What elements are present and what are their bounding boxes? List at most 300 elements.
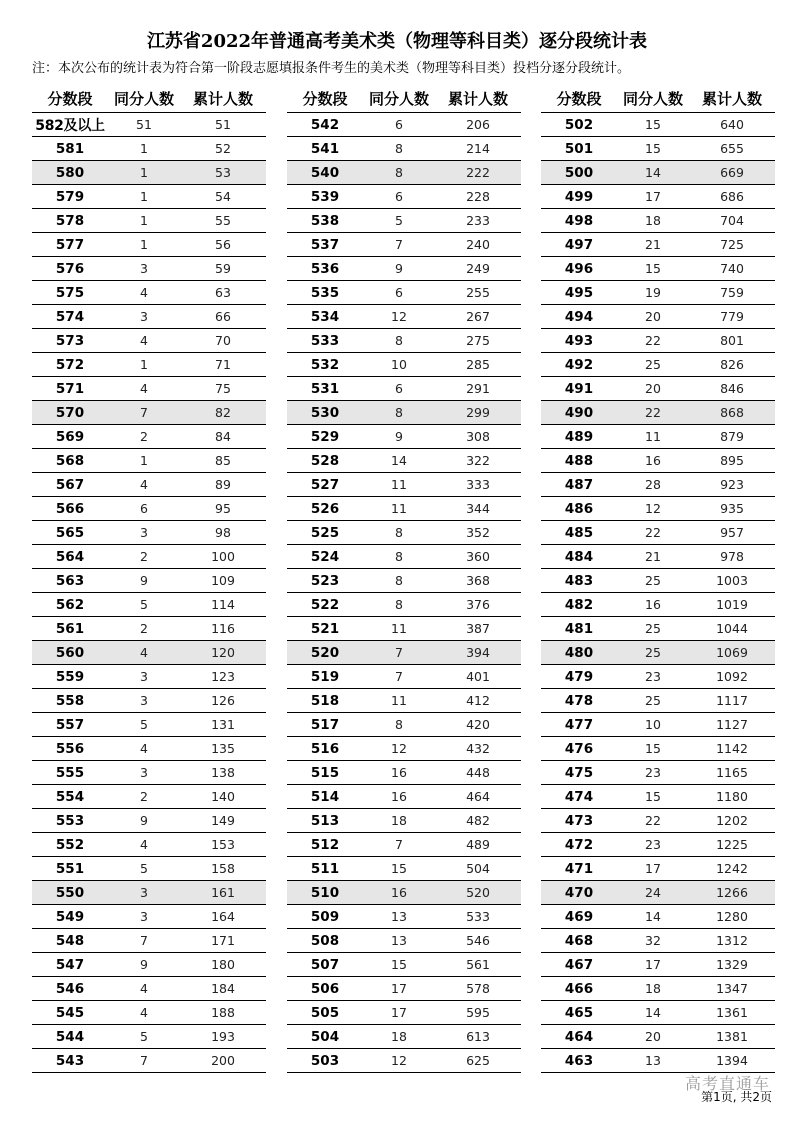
cumulative-cell: 53 [215, 165, 231, 180]
header-same-count: 同分人数 [368, 89, 429, 108]
score-cell: 533 [310, 332, 340, 349]
same-count-cell: 8 [395, 333, 403, 348]
cumulative-cell: 344 [466, 501, 490, 516]
same-count-cell: 7 [395, 237, 403, 252]
table-header [287, 84, 521, 113]
table-row [32, 737, 266, 761]
score-cell: 559 [55, 668, 85, 685]
same-count-cell: 8 [395, 549, 403, 564]
cumulative-cell: 158 [211, 861, 235, 876]
cumulative-cell: 89 [215, 477, 231, 492]
table-row [32, 857, 266, 881]
same-count-cell: 14 [645, 1005, 661, 1020]
same-count-cell: 4 [140, 333, 148, 348]
same-count-cell: 22 [645, 405, 661, 420]
cumulative-cell: 184 [211, 981, 235, 996]
score-cell: 471 [564, 860, 594, 877]
score-cell: 563 [55, 572, 85, 589]
table-row [287, 953, 521, 977]
table-row [32, 137, 266, 161]
score-cell: 509 [310, 908, 340, 925]
same-count-cell: 12 [391, 309, 407, 324]
table-row [287, 233, 521, 257]
same-count-cell: 17 [645, 957, 661, 972]
same-count-cell: 16 [645, 453, 661, 468]
score-cell: 531 [310, 380, 340, 397]
same-count-cell: 15 [645, 789, 661, 804]
same-count-cell: 1 [140, 141, 148, 156]
table-row [32, 161, 266, 185]
same-count-cell: 15 [645, 261, 661, 276]
same-count-cell: 8 [395, 525, 403, 540]
cumulative-cell: 52 [215, 141, 231, 156]
score-table-column-1 [32, 84, 266, 1073]
same-count-cell: 7 [395, 669, 403, 684]
cumulative-cell: 1394 [716, 1053, 748, 1068]
table-row [287, 905, 521, 929]
cumulative-cell: 482 [466, 813, 490, 828]
same-count-cell: 25 [645, 621, 661, 636]
header-score: 分数段 [47, 89, 93, 108]
table-row [541, 641, 775, 665]
same-count-cell: 6 [395, 285, 403, 300]
table-row [32, 1001, 266, 1025]
cumulative-cell: 561 [466, 957, 490, 972]
table-row [32, 953, 266, 977]
cumulative-cell: 206 [466, 117, 490, 132]
cumulative-cell: 188 [211, 1005, 235, 1020]
same-count-cell: 20 [645, 381, 661, 396]
cumulative-cell: 322 [466, 453, 490, 468]
score-cell: 518 [310, 692, 340, 709]
score-cell: 573 [55, 332, 85, 349]
cumulative-cell: 1312 [716, 933, 748, 948]
score-cell: 493 [564, 332, 594, 349]
score-cell: 473 [564, 812, 594, 829]
same-count-cell: 11 [391, 501, 407, 516]
cumulative-cell: 686 [720, 189, 744, 204]
score-cell: 475 [564, 764, 594, 781]
score-cell: 522 [310, 596, 340, 613]
score-cell: 486 [564, 500, 594, 517]
same-count-cell: 14 [391, 453, 407, 468]
table-row [32, 257, 266, 281]
table-row [32, 713, 266, 737]
same-count-cell: 11 [645, 429, 661, 444]
score-cell: 564 [55, 548, 85, 565]
table-row [287, 713, 521, 737]
table-row [541, 1049, 775, 1073]
cumulative-cell: 164 [211, 909, 235, 924]
same-count-cell: 7 [140, 933, 148, 948]
score-cell: 567 [55, 476, 85, 493]
same-count-cell: 4 [140, 381, 148, 396]
same-count-cell: 2 [140, 621, 148, 636]
table-row [541, 497, 775, 521]
score-cell: 464 [564, 1028, 594, 1045]
table-row [287, 593, 521, 617]
same-count-cell: 22 [645, 333, 661, 348]
score-cell: 544 [55, 1028, 85, 1045]
score-cell: 536 [310, 260, 340, 277]
cumulative-cell: 1225 [716, 837, 748, 852]
same-count-cell: 4 [140, 1005, 148, 1020]
same-count-cell: 23 [645, 669, 661, 684]
cumulative-cell: 432 [466, 741, 490, 756]
same-count-cell: 25 [645, 573, 661, 588]
table-row [32, 401, 266, 425]
table-row [32, 881, 266, 905]
cumulative-cell: 401 [466, 669, 490, 684]
cumulative-cell: 1381 [716, 1029, 748, 1044]
same-count-cell: 6 [140, 501, 148, 516]
score-cell: 527 [310, 476, 340, 493]
same-count-cell: 11 [391, 693, 407, 708]
table-row [32, 305, 266, 329]
cumulative-cell: 368 [466, 573, 490, 588]
score-cell: 478 [564, 692, 594, 709]
same-count-cell: 7 [140, 1053, 148, 1068]
header-cumulative: 累计人数 [701, 89, 762, 108]
table-row [541, 1001, 775, 1025]
cumulative-cell: 578 [466, 981, 490, 996]
cumulative-cell: 595 [466, 1005, 490, 1020]
score-cell: 541 [310, 140, 340, 157]
score-cell: 568 [55, 452, 85, 469]
score-cell: 553 [55, 812, 85, 829]
score-table-column-3 [541, 84, 775, 1073]
score-cell: 552 [55, 836, 85, 853]
score-cell: 483 [564, 572, 594, 589]
same-count-cell: 9 [395, 429, 403, 444]
table-row [541, 137, 775, 161]
score-cell: 578 [55, 212, 85, 229]
table-row [541, 953, 775, 977]
table-row [32, 689, 266, 713]
cumulative-cell: 82 [215, 405, 231, 420]
cumulative-cell: 51 [215, 117, 231, 132]
same-count-cell: 24 [645, 885, 661, 900]
score-cell: 540 [310, 164, 340, 181]
table-row [287, 449, 521, 473]
score-cell: 512 [310, 836, 340, 853]
score-cell: 477 [564, 716, 594, 733]
same-count-cell: 4 [140, 477, 148, 492]
score-cell: 523 [310, 572, 340, 589]
same-count-cell: 5 [395, 213, 403, 228]
score-cell: 505 [310, 1004, 340, 1021]
same-count-cell: 11 [391, 477, 407, 492]
table-row [541, 665, 775, 689]
score-cell: 507 [310, 956, 340, 973]
table-row [287, 473, 521, 497]
cumulative-cell: 222 [466, 165, 490, 180]
table-row [541, 905, 775, 929]
same-count-cell: 22 [645, 525, 661, 540]
score-cell: 570 [55, 404, 85, 421]
cumulative-cell: 85 [215, 453, 231, 468]
cumulative-cell: 420 [466, 717, 490, 732]
same-count-cell: 1 [140, 189, 148, 204]
score-cell: 526 [310, 500, 340, 517]
same-count-cell: 25 [645, 693, 661, 708]
score-cell: 549 [55, 908, 85, 925]
same-count-cell: 15 [645, 741, 661, 756]
table-row [32, 641, 266, 665]
score-cell: 529 [310, 428, 340, 445]
table-row [287, 641, 521, 665]
same-count-cell: 5 [140, 861, 148, 876]
score-cell: 498 [564, 212, 594, 229]
table-row [32, 929, 266, 953]
table-row [541, 785, 775, 809]
table-row [541, 881, 775, 905]
cumulative-cell: 54 [215, 189, 231, 204]
same-count-cell: 17 [645, 861, 661, 876]
same-count-cell: 16 [391, 885, 407, 900]
same-count-cell: 16 [391, 765, 407, 780]
same-count-cell: 2 [140, 429, 148, 444]
table-row [287, 497, 521, 521]
score-cell: 499 [564, 188, 594, 205]
cumulative-cell: 1329 [716, 957, 748, 972]
cumulative-cell: 520 [466, 885, 490, 900]
same-count-cell: 4 [140, 645, 148, 660]
same-count-cell: 18 [645, 213, 661, 228]
same-count-cell: 7 [395, 645, 403, 660]
score-cell: 550 [55, 884, 85, 901]
cumulative-cell: 376 [466, 597, 490, 612]
cumulative-cell: 171 [211, 933, 235, 948]
same-count-cell: 3 [140, 309, 148, 324]
same-count-cell: 9 [395, 261, 403, 276]
cumulative-cell: 75 [215, 381, 231, 396]
table-row [287, 329, 521, 353]
cumulative-cell: 704 [720, 213, 744, 228]
score-cell: 580 [55, 164, 85, 181]
score-cell: 495 [564, 284, 594, 301]
table-row [287, 281, 521, 305]
score-cell: 581 [55, 140, 85, 157]
score-cell: 472 [564, 836, 594, 853]
table-row [287, 881, 521, 905]
table-row [287, 977, 521, 1001]
table-row [287, 401, 521, 425]
cumulative-cell: 153 [211, 837, 235, 852]
same-count-cell: 3 [140, 693, 148, 708]
cumulative-cell: 640 [720, 117, 744, 132]
cumulative-cell: 233 [466, 213, 490, 228]
same-count-cell: 6 [395, 381, 403, 396]
cumulative-cell: 1280 [716, 909, 748, 924]
cumulative-cell: 1003 [716, 573, 748, 588]
score-cell: 582及以上 [35, 117, 105, 134]
table-row [541, 425, 775, 449]
score-cell: 476 [564, 740, 594, 757]
score-cell: 506 [310, 980, 340, 997]
same-count-cell: 25 [645, 645, 661, 660]
table-row [287, 929, 521, 953]
watermark: 高考直通车 [684, 1074, 770, 1093]
cumulative-cell: 1044 [716, 621, 748, 636]
score-cell: 487 [564, 476, 594, 493]
cumulative-cell: 131 [211, 717, 235, 732]
same-count-cell: 8 [395, 405, 403, 420]
score-cell: 528 [310, 452, 340, 469]
cumulative-cell: 95 [215, 501, 231, 516]
same-count-cell: 17 [391, 1005, 407, 1020]
cumulative-cell: 504 [466, 861, 490, 876]
score-cell: 515 [310, 764, 340, 781]
score-cell: 501 [564, 140, 594, 157]
cumulative-cell: 66 [215, 309, 231, 324]
table-row [32, 569, 266, 593]
table-row [541, 185, 775, 209]
score-cell: 575 [55, 284, 85, 301]
table-row [32, 113, 266, 137]
cumulative-cell: 1165 [716, 765, 748, 780]
table-row [32, 1025, 266, 1049]
same-count-cell: 3 [140, 885, 148, 900]
same-count-cell: 51 [136, 117, 152, 132]
score-cell: 556 [55, 740, 85, 757]
cumulative-cell: 846 [720, 381, 744, 396]
cumulative-cell: 1180 [716, 789, 748, 804]
table-row [32, 785, 266, 809]
score-cell: 558 [55, 692, 85, 709]
table-row [541, 257, 775, 281]
score-cell: 579 [55, 188, 85, 205]
score-cell: 484 [564, 548, 594, 565]
same-count-cell: 8 [395, 573, 403, 588]
same-count-cell: 17 [645, 189, 661, 204]
cumulative-cell: 779 [720, 309, 744, 324]
table-row [32, 377, 266, 401]
score-cell: 510 [310, 884, 340, 901]
cumulative-cell: 100 [211, 549, 235, 564]
cumulative-cell: 291 [466, 381, 490, 396]
table-row [541, 1025, 775, 1049]
cumulative-cell: 879 [720, 429, 744, 444]
cumulative-cell: 70 [215, 333, 231, 348]
table-row [32, 977, 266, 1001]
cumulative-cell: 546 [466, 933, 490, 948]
same-count-cell: 32 [645, 933, 661, 948]
cumulative-cell: 63 [215, 285, 231, 300]
table-row [287, 689, 521, 713]
same-count-cell: 23 [645, 765, 661, 780]
cumulative-cell: 149 [211, 813, 235, 828]
score-cell: 479 [564, 668, 594, 685]
same-count-cell: 12 [391, 741, 407, 756]
table-row [287, 545, 521, 569]
table-row [541, 401, 775, 425]
score-cell: 577 [55, 236, 85, 253]
table-row [541, 833, 775, 857]
cumulative-cell: 59 [215, 261, 231, 276]
same-count-cell: 3 [140, 669, 148, 684]
cumulative-cell: 71 [215, 357, 231, 372]
cumulative-cell: 299 [466, 405, 490, 420]
cumulative-cell: 120 [211, 645, 235, 660]
table-row [32, 905, 266, 929]
table-row [287, 737, 521, 761]
score-cell: 521 [310, 620, 340, 637]
score-cell: 504 [310, 1028, 340, 1045]
score-cell: 547 [55, 956, 85, 973]
table-row [287, 377, 521, 401]
same-count-cell: 1 [140, 237, 148, 252]
cumulative-cell: 249 [466, 261, 490, 276]
header-cumulative: 累计人数 [192, 89, 253, 108]
table-row [287, 257, 521, 281]
same-count-cell: 23 [645, 837, 661, 852]
same-count-cell: 12 [645, 501, 661, 516]
score-cell: 560 [55, 644, 85, 661]
table-row [287, 521, 521, 545]
table-row [32, 1049, 266, 1073]
same-count-cell: 1 [140, 165, 148, 180]
score-cell: 466 [564, 980, 594, 997]
cumulative-cell: 759 [720, 285, 744, 300]
table-header [32, 84, 266, 113]
cumulative-cell: 1069 [716, 645, 748, 660]
table-row [541, 689, 775, 713]
table-row [541, 977, 775, 1001]
score-cell: 488 [564, 452, 594, 469]
same-count-cell: 16 [391, 789, 407, 804]
table-row [287, 209, 521, 233]
same-count-cell: 21 [645, 549, 661, 564]
score-cell: 565 [55, 524, 85, 541]
cumulative-cell: 240 [466, 237, 490, 252]
table-row [287, 1049, 521, 1073]
table-row [32, 425, 266, 449]
same-count-cell: 17 [391, 981, 407, 996]
table-row [287, 425, 521, 449]
cumulative-cell: 308 [466, 429, 490, 444]
score-cell: 535 [310, 284, 340, 301]
cumulative-cell: 625 [466, 1053, 490, 1068]
score-cell: 482 [564, 596, 594, 613]
table-row [32, 545, 266, 569]
same-count-cell: 6 [395, 117, 403, 132]
same-count-cell: 14 [645, 165, 661, 180]
cumulative-cell: 448 [466, 765, 490, 780]
header-same-count: 同分人数 [622, 89, 683, 108]
score-cell: 514 [310, 788, 340, 805]
table-row [32, 353, 266, 377]
cumulative-cell: 140 [211, 789, 235, 804]
cumulative-cell: 275 [466, 333, 490, 348]
cumulative-cell: 98 [215, 525, 231, 540]
same-count-cell: 1 [140, 213, 148, 228]
score-cell: 467 [564, 956, 594, 973]
score-table-column-2 [287, 84, 521, 1073]
cumulative-cell: 394 [466, 645, 490, 660]
score-cell: 530 [310, 404, 340, 421]
same-count-cell: 8 [395, 597, 403, 612]
score-cell: 555 [55, 764, 85, 781]
score-cell: 485 [564, 524, 594, 541]
cumulative-cell: 957 [720, 525, 744, 540]
same-count-cell: 4 [140, 285, 148, 300]
cumulative-cell: 56 [215, 237, 231, 252]
score-cell: 508 [310, 932, 340, 949]
table-row [541, 329, 775, 353]
cumulative-cell: 1092 [716, 669, 748, 684]
cumulative-cell: 333 [466, 477, 490, 492]
